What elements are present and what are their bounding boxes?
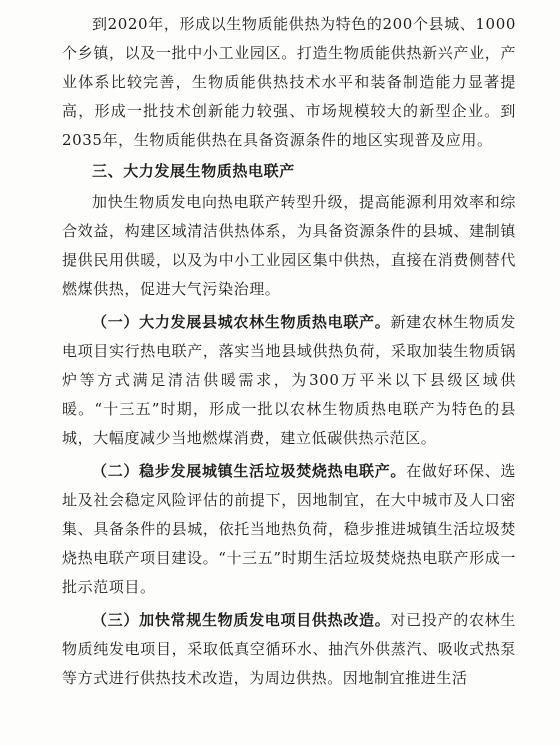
- item-2-lead: （二）稳步发展城镇生活垃圾焚烧热电联产。: [92, 462, 407, 480]
- item-2-paragraph: [62, 457, 516, 602]
- item-2-body: 在做好环保、选址及社会稳定风险评估的前提下，因地制宜，在大中城市及人口密集、具备条件的县城，依托当地热负荷，稳步推进城镇生活垃圾焚烧热电联产项目建设。“十三五”时期生活垃圾焚烧热电联产形成一批示范项目。: [62, 462, 516, 596]
- intro-paragraph: 到2020年，形成以生物质能供热为特色的200个县城、1000个乡镇，以及一批中小工业园区。打造生物质能供热新兴产业，产业体系比较完善，生物质能供热技术水平和装备制造能力显著提高，形成一批技术创新能力较强、市场规模较大的新型企业。到2035年，生物质能供热在具备资源条件的地区实现普及应用。: [62, 15, 516, 149]
- item-1-paragraph: [62, 308, 516, 453]
- item-3-lead: （三）加快常规生物质发电项目供热改造。: [92, 611, 391, 629]
- item-1-body: 新建农林生物质发电项目实行热电联产，落实当地县域供热负荷，采取加装生物质锅炉等方式满足清洁供暖需求，为300万平米以下县级区域供暖。“十三五”时期，形成一批以农林生物质热电联产为特色的县城，大幅度减少当地燃煤消费，建立低碳供热示范区。: [62, 313, 516, 447]
- section-heading: 三、大力发展生物质热电联产: [92, 162, 295, 180]
- item-3-paragraph: [62, 606, 516, 693]
- item-1-lead: （一）大力发展县城农林生物质热电联产。: [92, 313, 391, 331]
- item-3-body: 对已投产的农林生物质纯发电项目，采取低真空循环水、抽汽外供蒸汽、吸收式热泵等方式进行供热技术改造，为周边供热。因地制宜推进生活: [62, 611, 516, 687]
- section-intro-paragraph: 加快生物质发电向热电联产转型升级，提高能源利用效率和综合效益，构建区域清洁供热体系，为具备资源条件的县城、建制镇提供民用供暖，以及为中小工业园区集中供热，直接在消费侧替代燃煤供热，促进大气污染治理。: [62, 193, 516, 298]
